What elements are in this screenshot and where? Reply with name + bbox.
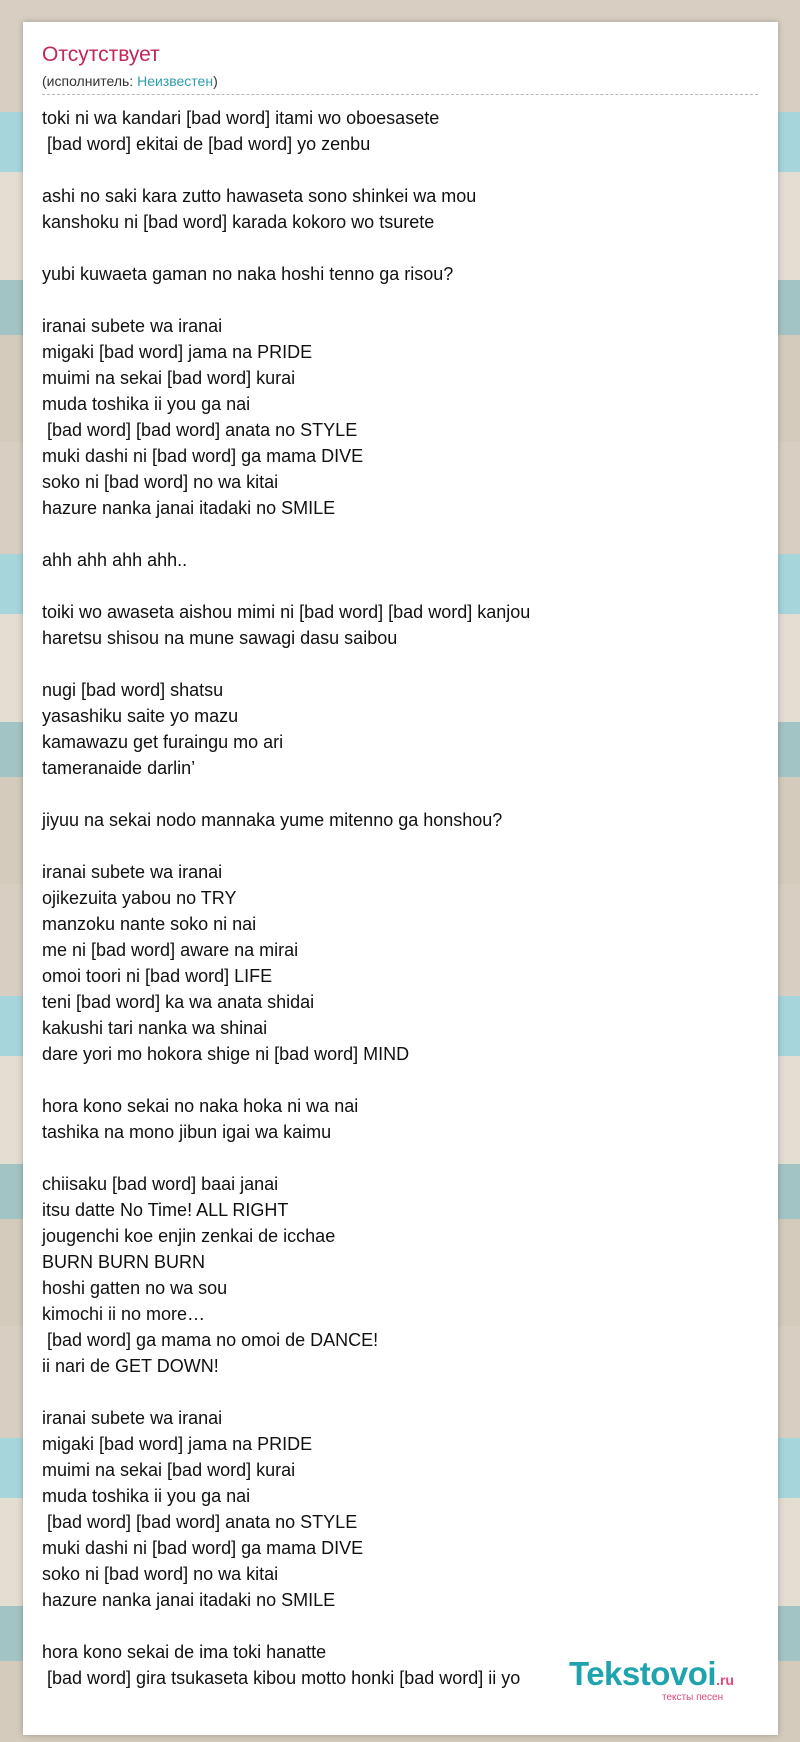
lyrics-text: toki ni wa kandari [bad word] itami wo oboesasete [bad word] ekitai de [bad word] yo zenbu ashi no saki kara zutto hawaseta sono shinkei wa mou kanshoku ni [bad word] karada kokoro wo tsurete yubi kuwaeta gaman no naka hoshi tenno ga risou? iranai subete wa iranai migaki [bad word] jama na PRIDE muimi na sekai [bad word] kurai muda toshika ii you ga nai [bad word] [bad word] anata no STYLE muki dashi ni [bad word] ga mama DIVE soko ni [bad word] no wa kitai hazure nanka janai itadaki no SMILE ahh ahh ahh ahh.. toiki wo awaseta aishou mimi ni [bad word] [bad word] kanjou haretsu shisou na mune sawagi dasu saibou nugi [bad word] shatsu yasashiku saite yo mazu kamawazu get furaingu mo ari tameranaide darlin’ jiyuu na sekai nodo mannaka yume mitenno ga honshou? iranai subete wa iranai ojikezuita yabou no TRY manzoku nante soko ni nai me ni [bad word] aware na mirai omoi toori ni [bad word] LIFE teni [bad word] ka wa anata shidai kakushi tari nanka wa shinai dare yori mo hokora shige ni [bad word] MIND hora kono sekai no naka hoka ni wa nai tashika na mono jibun igai wa kaimu chiisaku [bad word] baai janai itsu datte No Time! ALL RIGHT jougenchi koe enjin zenkai de icchae BURN BURN BURN hoshi gatten no wa sou kimochi ii no more… [bad word] ga mama no omoi de DANCE! ii nari de GET DOWN! iranai subete wa iranai migaki [bad word] jama na PRIDE muimi na sekai [bad word] kurai muda toshika ii you ga nai [bad word] [bad word] anata no STYLE muki dashi ni [bad word] ga mama DIVE soko ni [bad word] no wa kitai hazure nanka janai itadaki no SMILE hora kono sekai de ima toki hanatte [bad word] gira tsukaseta kibou motto honki [bad word] ii yo xyxy=(42,108,531,1688)
logo-tld: .ru xyxy=(716,1672,734,1688)
logo-name: Tekstovoi xyxy=(569,1655,717,1692)
logo-tagline: тексты песен xyxy=(662,1692,724,1703)
lyrics-card xyxy=(23,22,778,1735)
artist-suffix: ) xyxy=(213,73,218,89)
artist-line xyxy=(42,72,218,90)
artist-link[interactable]: Неизвестен xyxy=(137,73,214,89)
site-logo[interactable] xyxy=(545,1655,750,1710)
artist-prefix: (исполнитель: xyxy=(42,73,138,89)
song-title: Отсутствует xyxy=(42,43,160,66)
title-separator xyxy=(42,94,758,95)
